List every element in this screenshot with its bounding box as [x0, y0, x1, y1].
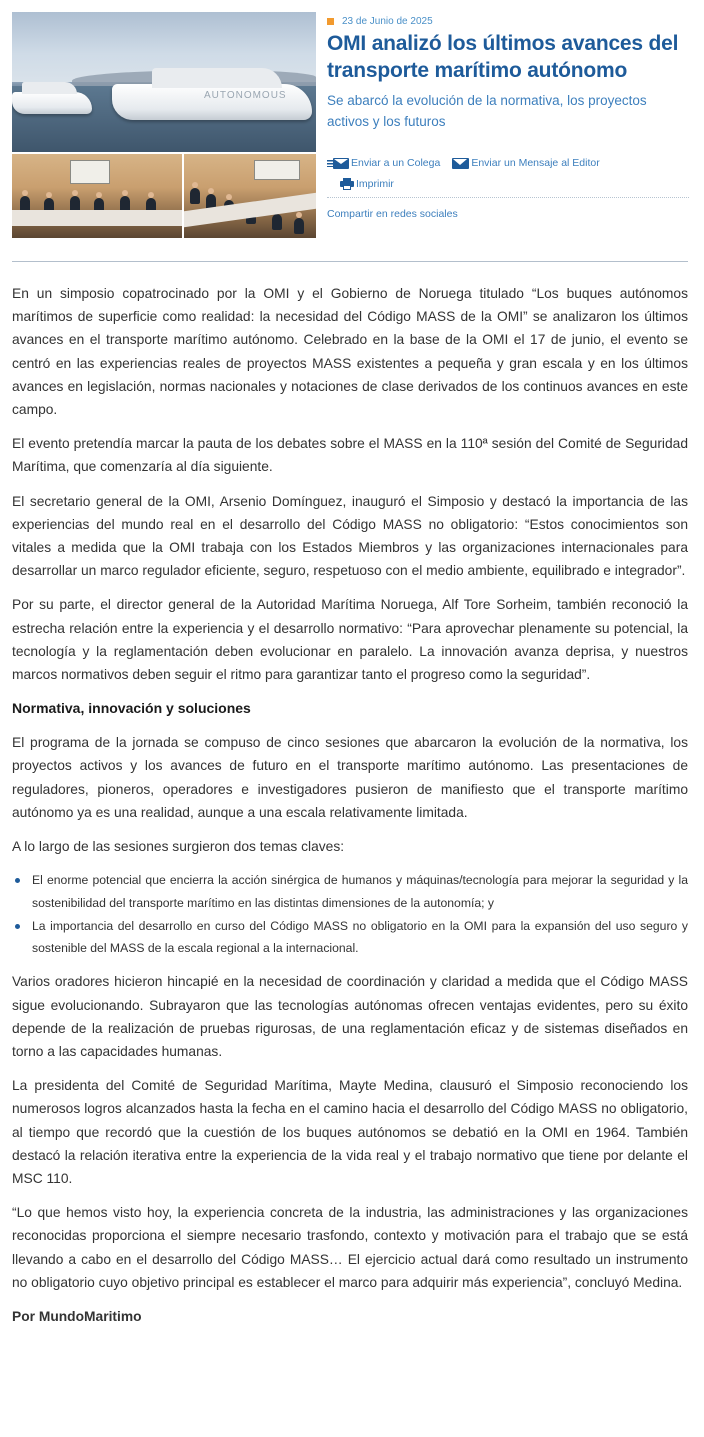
list-item: El enorme potencial que encierra la acción sinérgica de humanos y máquinas/tecnología para mejorar la seguridad y la sostenibilidad del transporte marítimo en las distintas dimensiones de la autonomía; y: [32, 869, 688, 914]
send-envelope-icon: [327, 158, 349, 169]
message-editor-label: Enviar un Mensaje al Editor: [471, 157, 600, 169]
article-body: [12, 282, 688, 1328]
article-actions: [327, 154, 689, 220]
article-byline: Por MundoMaritimo: [12, 1309, 142, 1325]
envelope-icon: [452, 158, 469, 169]
key-topics-list: [12, 869, 688, 959]
hero-photo-autonomous-ships: [12, 12, 316, 152]
list-item: La importancia del desarrollo en curso del Código MASS no obligatorio en la OMI para la expansión del uso seguro y sostenible del MASS de la escala regional a la internacional.: [32, 915, 688, 960]
paragraph-3: El secretario general de la OMI, Arsenio Domínguez, inauguró el Simposio y destacó la importancia de las experiencias del mundo real en el desarrollo del Código MASS no obligatorio: “Estos conocimientos son vitales a medida que la OMI trabaja con los Estados Miembros y las organizaciones internacionales para desarrollar un marco regulador eficiente, seguro, respetuoso con el medio ambiente, equilibrado e integrador”.: [12, 493, 688, 579]
article-subtitle: Se abarcó la evolución de la normativa, los proyectos activos y los futuros: [327, 93, 647, 129]
message-editor-link[interactable]: [452, 157, 599, 169]
photo-big-ship: [112, 84, 312, 120]
photo-symposium-audience: [184, 154, 316, 238]
print-link[interactable]: [327, 178, 394, 190]
article-title: OMI analizó los últimos avances del transporte marítimo autónomo: [327, 32, 679, 82]
photo-ship-label: AUTONOMOUS: [204, 90, 287, 101]
paragraph-6: A lo largo de las sesiones surgieron dos temas claves:: [12, 839, 345, 855]
date-bullet-icon: [327, 18, 334, 25]
header-divider: [12, 261, 688, 262]
actions-divider: [327, 197, 689, 198]
send-to-colleague-link[interactable]: [327, 157, 440, 169]
photo-symposium-panel: [12, 154, 182, 238]
paragraph-2: El evento pretendía marcar la pauta de los debates sobre el MASS en la 110ª sesión del Comité de Seguridad Marítima, que comenzaría al día siguiente.: [12, 436, 688, 475]
article-header: [327, 14, 692, 132]
action-row-top: [327, 154, 689, 172]
paragraph-4: Por su parte, el director general de la Autoridad Marítima Noruega, Alf Tore Sorheim, también reconoció la estrecha relación entre la experiencia y el desarrollo normativo: “Para aprovechar plenamente su potencial, la tecnología y la reglamentación deben evolucionar en paralelo. La innovación avanza deprisa, y nuestros marcos normativos deben seguir el ritmo para garantizar tanto el progreso como la seguridad”.: [12, 597, 688, 683]
date-row: [327, 14, 692, 28]
paragraph-5: El programa de la jornada se compuso de cinco sesiones que abarcaron la evolución de la normativa, los proyectos activos y los avances de futuro en el transporte marítimo autónomo. Las presentaciones de reguladores, pioneros, operadores e investigadores pusieron de manifiesto que el transporte marítimo autónomo ya es una realidad, aunque a una escala relativamente limitada.: [12, 735, 688, 820]
send-to-colleague-label: Enviar a un Colega: [351, 157, 441, 169]
action-row-bottom: [327, 175, 689, 193]
share-social-link[interactable]: Compartir en redes sociales: [327, 208, 458, 220]
paragraph-9: “Lo que hemos visto hoy, la experiencia concreta de la industria, las administraciones y las organizaciones reconocidas proporciona el siempre necesario trasfondo, contexto y motivación para el trabajo que se está llevando a cabo en el desarrollo del Código MASS… El ejercicio actual dará como resultado un instrumento no obligatorio cuyo objetivo principal es establecer el marco para adquirir más experiencia”, concluyó Medina.: [12, 1205, 688, 1290]
section-heading: Normativa, innovación y soluciones: [12, 700, 251, 717]
paragraph-7: Varios oradores hicieron hincapié en la necesidad de coordinación y claridad a medida que el Código MASS sigue evolucionando. Subrayaron que las tecnologías autónomas ofrecen ventajas evidentes, pero su éxito depende de la realización de pruebas rigurosas, de una reglamentación eficaz y de sistemas diseñados en torno a las capacidades humanas.: [12, 974, 688, 1060]
print-label: Imprimir: [356, 178, 394, 190]
article-date: 23 de Junio de 2025: [342, 15, 433, 27]
paragraph-1: En un simposio copatrocinado por la OMI y el Gobierno de Noruega titulado “Los buques autónomos marítimos de superficie como realidad: la necesidad del Código MASS de la OMI” se analizaron los últimos avances en el transporte marítimo autónomo. Celebrado en la base de la OMI el 17 de junio, el evento se centró en las experiencias reales de proyectos MASS existentes a pequeña y gran escala y en los últimos avances en legislación, normas nacionales y notaciones de clase derivados de los continuos avances en este campo.: [12, 286, 688, 418]
photo-small-ship: [12, 92, 92, 114]
paragraph-8: La presidenta del Comité de Seguridad Marítima, Mayte Medina, clausuró el Simposio reconociendo los numerosos logros alcanzados hasta la fecha en el camino hacia el desarrollo del Código MASS no obligatorio, al tiempo que recordó que la cuestión de los buques autónomos se debatió en la OMI en 1964. También destacó la relación iterativa entre la experiencia de la vida real y el trabajo normativo que tiene por delante el MSC 110.: [12, 1078, 688, 1187]
printer-icon: [340, 178, 354, 190]
